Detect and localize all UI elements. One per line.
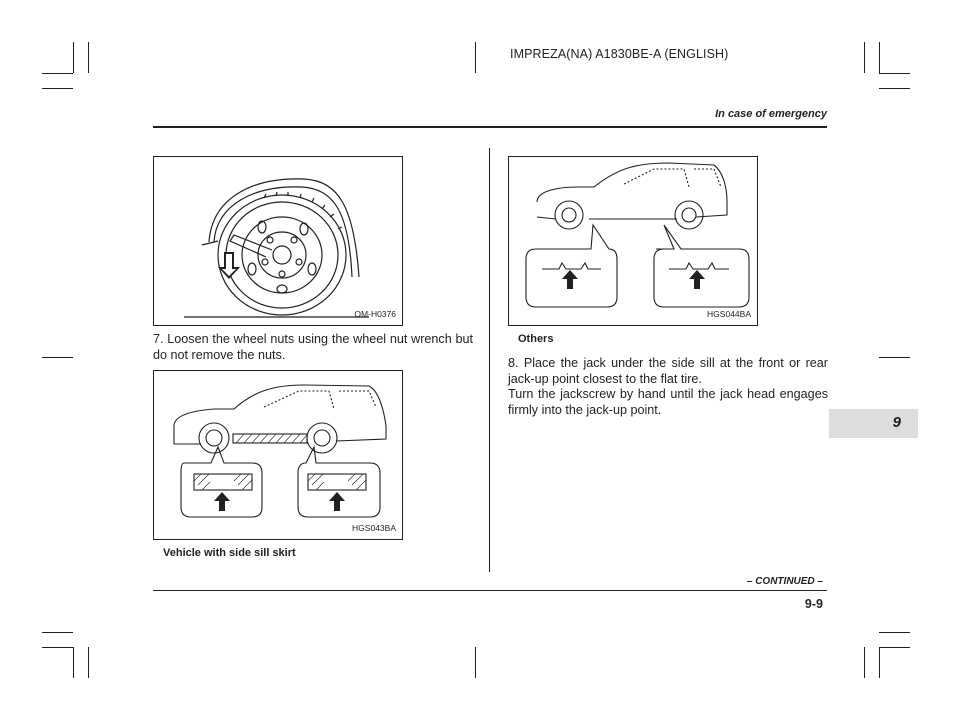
side-skirt-figure <box>153 370 403 540</box>
wheel-figure <box>153 156 403 326</box>
step-8-text: 8. Place the jack under the side sill at the front or rear jack-up point closest to the flat tire. <box>508 356 828 386</box>
others-figure <box>508 156 758 326</box>
chapter-tab <box>829 409 918 438</box>
header-rule <box>153 126 827 128</box>
wheel-illustration <box>154 157 402 325</box>
side-skirt-caption: Vehicle with side sill skirt <box>163 547 296 559</box>
others-illustration <box>509 157 757 325</box>
footer-rule <box>153 590 827 591</box>
step-8-continued-text: Turn the jackscrew by hand until the jack head engages firmly into the jack-up point. <box>508 387 828 417</box>
figure-code: HGS043BA <box>352 523 396 533</box>
figure-code: OM-H0376 <box>354 309 396 319</box>
others-caption: Others <box>518 333 554 345</box>
figure-code: HGS044BA <box>707 309 751 319</box>
step-7-text: 7. Loosen the wheel nuts using the wheel nut wrench but do not remove the nuts. <box>153 332 473 362</box>
section-title: In case of emergency <box>715 108 827 120</box>
manual-code: IMPREZA(NA) A1830BE-A (ENGLISH) <box>510 47 729 61</box>
page-number: 9-9 <box>804 597 823 611</box>
continued-label: – CONTINUED – <box>746 576 823 587</box>
side-skirt-illustration <box>154 371 402 539</box>
column-divider <box>489 148 490 572</box>
chapter-number: 9 <box>892 414 901 431</box>
